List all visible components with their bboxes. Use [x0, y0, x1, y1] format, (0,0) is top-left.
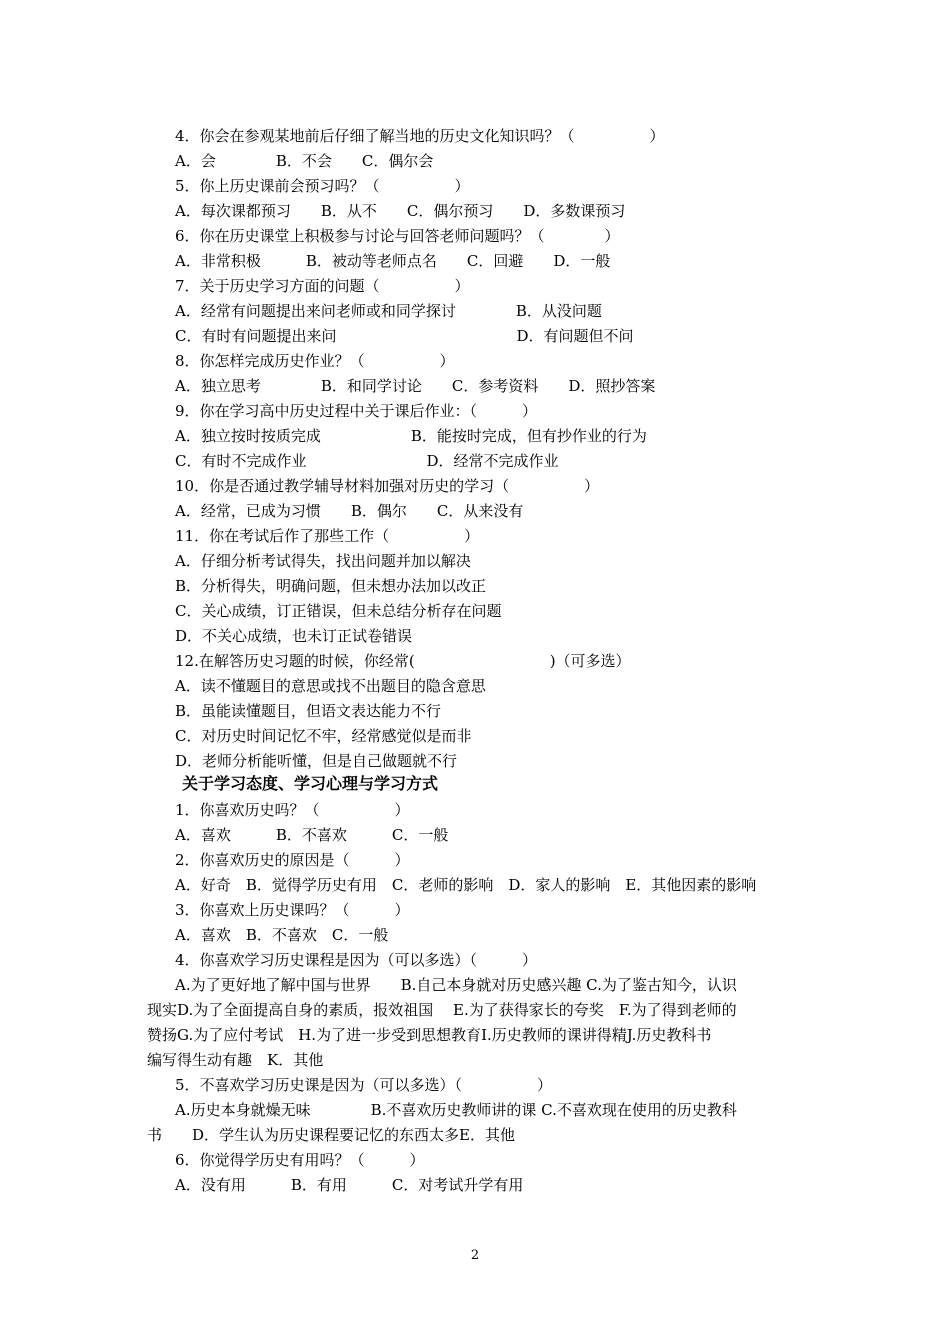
question-6: 6．你在历史课堂上积极参与讨论与回答老师问题吗？（ ） [175, 227, 620, 245]
options-9-ab: A．独立按时按质完成 B．能按时完成，但有抄作业的行为 [175, 427, 647, 445]
option-12-b: B．虽能读懂题目，但语文表达能力不行 [175, 702, 442, 720]
options-10: A．经常，已成为习惯 B．偶尔 C．从来没有 [175, 502, 524, 520]
s2-question-2: 2．你喜欢历史的原因是（ ） [175, 851, 410, 869]
options-6: A．非常积极 B．被动等老师点名 C．回避 D．一般 [175, 252, 611, 270]
s2-question-5: 5．不喜欢学习历史课是因为（可以多选）（ ） [175, 1076, 553, 1094]
question-4: 4．你会在参观某地前后仔细了解当地的历史文化知识吗？（ ） [175, 127, 665, 145]
s2-options-6: A．没有用 B．有用 C．对考试升学有用 [175, 1176, 524, 1194]
option-11-d: D．不关心成绩，也未订正试卷错误 [175, 627, 413, 645]
option-12-a: A．读不懂题目的意思或找不出题目的隐含意思 [175, 677, 486, 695]
options-7-cd: C．有时有问题提出来问 D．有问题但不问 [175, 327, 634, 345]
s2-options-2: A．好奇 B．觉得学历史有用 C．老师的影响 D．家人的影响 E．其他因素的影响 [175, 876, 757, 894]
question-7: 7．关于历史学习方面的问题（ ） [175, 277, 470, 295]
options-9-cd: C．有时不完成作业 D．经常不完成作业 [175, 452, 559, 470]
option-11-b: B．分析得失，明确问题，但未想办法加以改正 [175, 577, 487, 595]
s2-options-4-line4: 编写得生动有趣 K．其他 [147, 1051, 324, 1069]
question-9: 9．你在学习高中历史过程中关于课后作业：（ ） [175, 402, 538, 420]
s2-options-4-line1: A.为了更好地了解中国与世界 B.自己本身就对历史感兴趣 C.为了鉴古知今，认识 [175, 976, 737, 994]
s2-options-3: A．喜欢 B．不喜欢 C．一般 [175, 926, 389, 944]
s2-options-1: A．喜欢 B．不喜欢 C．一般 [175, 826, 449, 844]
question-12: 12.在解答历史习题的时候，你经常( )（可多选） [175, 652, 631, 670]
s2-options-4-line2: 现实D.为了全面提高自身的素质，报效祖国 E.为了获得家长的夸奖 F.为了得到老师的 [147, 1001, 737, 1019]
s2-options-5-line1: A.历史本身就燥无味 B.不喜欢历史教师讲的课 C.不喜欢现在使用的历史教科 [175, 1101, 737, 1119]
question-8: 8．你怎样完成历史作业？（ ） [175, 352, 455, 370]
section-heading: 关于学习态度、学习心理与学习方式 [182, 774, 439, 793]
option-12-c: C．对历史时间记忆不牢，经常感觉似是而非 [175, 727, 472, 745]
question-5: 5．你上历史课前会预习吗？（ ） [175, 177, 470, 195]
options-5: A．每次课都预习 B．从不 C．偶尔预习 D．多数课预习 [175, 202, 626, 220]
s2-question-6: 6．你觉得学历史有用吗？（ ） [175, 1151, 425, 1169]
page-number: 2 [470, 1248, 480, 1263]
s2-options-5-line2: 书 D．学生认为历史课程要记忆的东西太多E．其他 [147, 1126, 515, 1144]
s2-question-4: 4．你喜欢学习历史课程是因为（可以多选）（ ） [175, 951, 538, 969]
question-11: 11．你在考试后作了那些工作（ ） [175, 527, 480, 545]
option-12-d: D．老师分析能听懂，但是自己做题就不行 [175, 752, 458, 770]
option-11-a: A．仔细分析考试得失，找出问题并加以解决 [175, 552, 471, 570]
options-4: A．会 B．不会 C．偶尔会 [175, 152, 434, 170]
s2-question-3: 3．你喜欢上历史课吗？（ ） [175, 901, 410, 919]
s2-options-4-line3: 赞扬G.为了应付考试 H.为了进一步受到思想教育I.历史教师的课讲得精J.历史教科书 [147, 1026, 712, 1044]
options-8: A．独立思考 B．和同学讨论 C．参考资料 D．照抄答案 [175, 377, 656, 395]
s2-question-1: 1．你喜欢历史吗？（ ） [175, 801, 410, 819]
options-7-ab: A．经常有问题提出来问老师或和同学探讨 B．从没问题 [175, 302, 602, 320]
option-11-c: C．关心成绩，订正错误，但未总结分析存在问题 [175, 602, 502, 620]
question-10: 10．你是否通过教学辅导材料加强对历史的学习（ ） [175, 477, 600, 495]
